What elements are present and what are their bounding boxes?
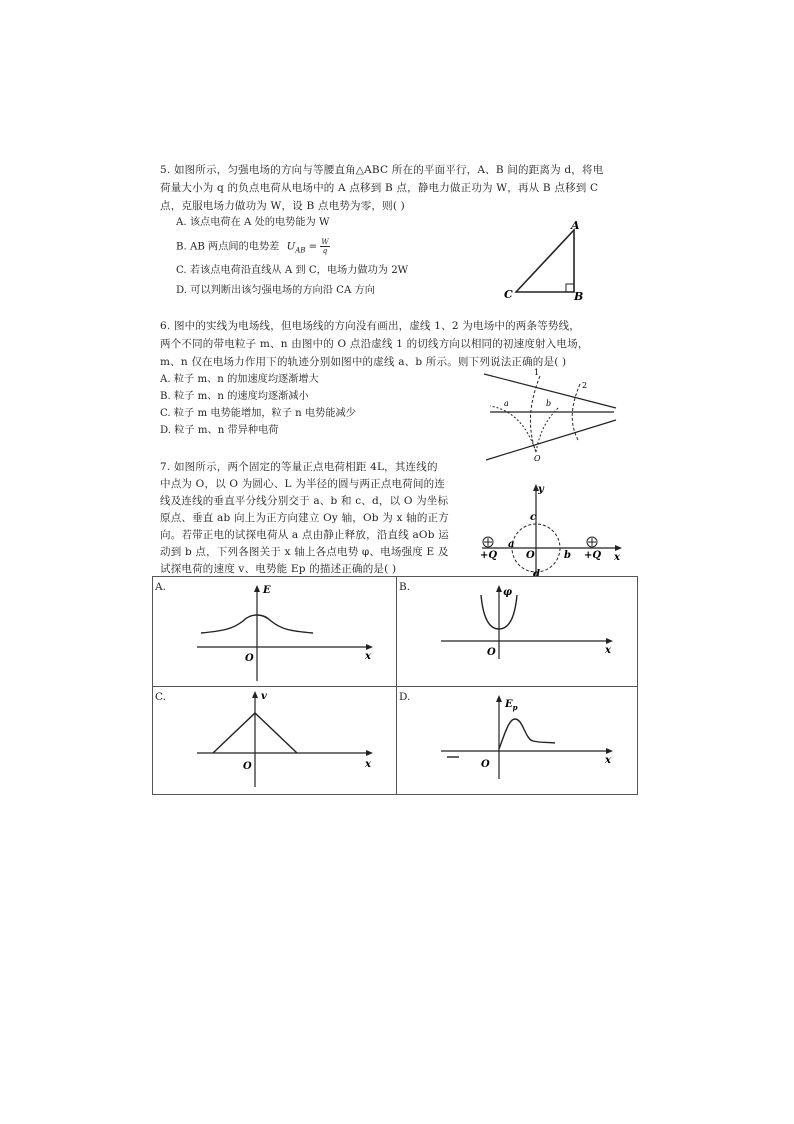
label-a: A: [571, 219, 580, 232]
label-x: x: [614, 552, 620, 563]
graph-d: [437, 687, 627, 791]
q7-stem-line-1: 7. 如图所示，两个固定的等量正点电荷相距 4L，其连线的: [160, 461, 438, 473]
graph-c-y-arrow: [252, 691, 258, 698]
label-b: B: [574, 290, 584, 303]
q5-stem-line-3: 点，克服电场力做功为 W，设 B 点电势为零，则( ): [160, 200, 405, 212]
label-q-right: +Q: [584, 550, 602, 561]
q6-stem-line-2: 两个不同的带电粒子 m、n 由图中的 O 点沿虚线 1 的切线方向以相同的初速度射入电场，: [160, 338, 589, 350]
q7-stem-line-4: 原点、垂直 ab 向上为正方向建立 Oy 轴，Ob 为 x 轴的正方: [160, 512, 449, 524]
formula-num: W: [321, 238, 329, 246]
graph-b-origin: O: [487, 647, 496, 658]
q6-option-d: D. 粒子 m、n 带异种电荷: [160, 425, 279, 436]
graph-c-ylabel: v: [261, 691, 267, 702]
formula-eq: =: [305, 241, 321, 253]
choice-cell-a[interactable]: [153, 577, 396, 686]
graph-a-ylabel: E: [263, 585, 271, 596]
label-c: C: [504, 288, 513, 301]
q7-stem-line-7: 试探电荷的速度 v、电势能 Ep 的描述正确的是( ): [160, 563, 397, 575]
graph-d-curve: [499, 719, 555, 749]
q5-option-b-formula: [287, 238, 330, 258]
label-q-left: +Q: [480, 550, 498, 561]
x-axis-arrow: [615, 545, 622, 551]
label-y: y: [538, 484, 544, 495]
graph-d-y-arrow: [496, 695, 502, 702]
graph-d-x-arrow: [606, 748, 613, 754]
triangle-abc: [516, 230, 574, 292]
label-a: a: [504, 399, 509, 408]
field-line-bottom: [486, 420, 616, 460]
q7-stem-line-3: 线及连线的垂直平分线分别交于 a、b 和 c、d，以 O 为坐标: [160, 495, 449, 507]
q5-option-b: [176, 238, 330, 258]
graph-a: [193, 581, 383, 685]
formula-u: U: [286, 241, 296, 253]
choice-label-c: C.: [155, 691, 166, 703]
q7-stem-line-5: 向。若带正电的试探电荷从 a 点由静止释放，沿直线 aOb 运: [160, 529, 449, 541]
graph-d-xlabel: x: [605, 755, 611, 766]
graph-d-ylabel: [504, 699, 518, 712]
choice-label-a: A.: [155, 581, 166, 593]
graph-d-origin: O: [481, 759, 490, 770]
label-1: 1: [534, 368, 540, 377]
choice-cell-d[interactable]: [397, 687, 637, 794]
graph-c-xlabel: x: [365, 759, 371, 770]
formula-fraction: [320, 238, 329, 255]
q5-option-c: C. 若该点电荷沿直线从 A 到 C，电场力做功为 2W: [176, 265, 409, 276]
graph-b: [437, 581, 627, 685]
q7-choice-grid: [152, 576, 638, 795]
q6-option-c: C. 粒子 m 电势能增加，粒子 n 电势能减少: [160, 408, 356, 419]
q5-triangle-figure: [496, 218, 586, 304]
graph-c: [193, 687, 383, 791]
graph-b-ylabel: φ: [503, 587, 513, 598]
label-c: c: [530, 512, 537, 523]
label-o: O: [534, 454, 541, 463]
q6-stem-line-3: m、n 仅在电场力作用下的轨迹分别如图中的虚线 a、b 所示。则下列说法正确的是( ): [160, 356, 567, 368]
graph-c-x-arrow: [366, 750, 373, 756]
graph-a-xlabel: x: [365, 651, 371, 662]
label-b: b: [546, 399, 552, 408]
q7-stem-line-2: 中点为 O，以 O 为圆心、L 为半径的圆与两正点电荷间的连: [160, 478, 446, 490]
graph-d-ylabel-sub: p: [512, 703, 518, 712]
formula-den: q: [322, 247, 328, 255]
q7-stem-line-6: 动到 b 点，下列各图关于 x 轴上各点电势 φ、电场强度 E 及: [160, 546, 449, 558]
trajectory-b: [536, 408, 558, 452]
graph-a-origin: O: [245, 653, 254, 664]
graph-b-y-arrow: [496, 585, 502, 592]
choice-label-b: B.: [399, 581, 411, 593]
right-angle-mark: [566, 284, 574, 292]
q5-option-b-text: B. AB 两点间的电势差: [176, 241, 280, 253]
q6-option-b: B. 粒子 m、n 的速度均逐渐减小: [160, 391, 309, 402]
label-b: b: [564, 550, 571, 561]
q6-field-figure: [484, 366, 618, 464]
label-d: d: [533, 569, 540, 578]
label-o: O: [526, 550, 535, 561]
graph-c-origin: O: [243, 761, 252, 772]
q7-charges-figure: [478, 476, 626, 578]
q5-stem-line-2: 荷量大小为 q 的负点电荷从电场中的 A 点移到 B 点，静电力做正功为 W，再从 B 点移到 C: [160, 182, 599, 194]
q6-option-a: A. 粒子 m、n 的加速度均逐渐增大: [160, 374, 319, 385]
label-a: a: [508, 539, 515, 550]
choice-label-d: D.: [399, 691, 411, 703]
graph-d-ylabel-main: E: [505, 699, 513, 710]
graph-a-x-arrow: [366, 644, 373, 650]
trajectory-a: [490, 406, 536, 452]
q5-option-a: A. 该点电荷在 A 处的电势能为 W: [176, 217, 330, 228]
choice-cell-c[interactable]: [153, 687, 396, 794]
q5-stem-line-1: 5. 如图所示，匀强电场的方向与等腰直角△ABC 所在的平面平行，A、B 间的距离为 d，将电: [160, 164, 604, 176]
formula-sub: AB: [295, 246, 306, 255]
graph-b-xlabel: x: [605, 645, 611, 656]
q5-option-d: D. 可以判断出该匀强电场的方向沿 CA 方向: [176, 285, 375, 296]
choice-cell-b[interactable]: [397, 577, 637, 686]
graph-b-x-arrow: [606, 638, 613, 644]
q6-stem-line-1: 6. 图中的实线为电场线，但电场线的方向没有画出，虚线 1、2 为电场中的两条等势线，: [160, 320, 580, 332]
graph-a-y-arrow: [254, 585, 260, 592]
label-2: 2: [582, 381, 588, 390]
